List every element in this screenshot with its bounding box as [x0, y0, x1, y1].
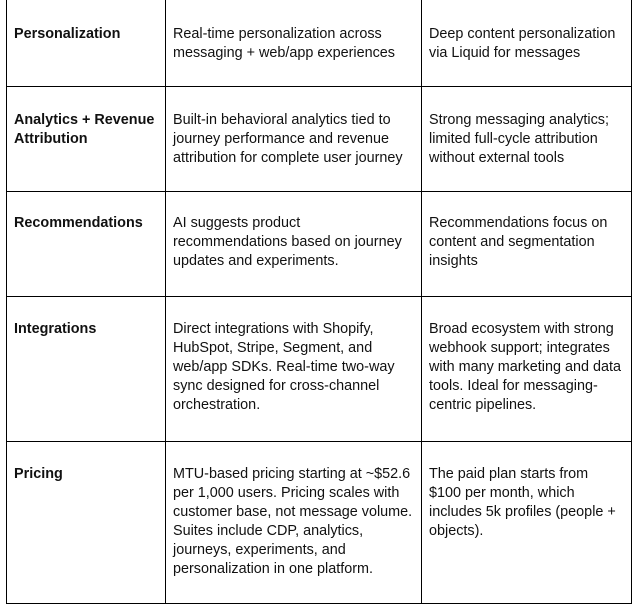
feature-cell	[7, 0, 166, 87]
feature-cell	[7, 297, 166, 442]
platform-a-cell	[166, 192, 422, 297]
platform-a-text: Real-time personalization across messaging + web/app experiences	[173, 26, 395, 61]
platform-b-text: Deep content personalization via Liquid for messages	[429, 26, 616, 61]
table-row-pricing	[7, 442, 632, 604]
platform-b-text: Broad ecosystem with strong webhook support; integrates with many marketing and data tools. Ideal for messaging-centric pipelines.	[429, 321, 621, 413]
platform-a-text: AI suggests product recommendations based on journey updates and experiments.	[173, 215, 402, 269]
platform-b-text: The paid plan starts from $100 per month, which includes 5k profiles (people + objects).	[429, 466, 616, 539]
platform-b-text: Strong messaging analytics; limited full-cycle attribution without external tools	[429, 112, 609, 166]
table-row-analytics	[7, 87, 632, 192]
platform-b-cell	[422, 0, 632, 87]
comparison-table-container	[6, 0, 632, 604]
platform-b-text: Recommendations focus on content and segmentation insights	[429, 215, 608, 269]
feature-label: Pricing	[14, 466, 63, 482]
platform-a-cell	[166, 0, 422, 87]
feature-label: Personalization	[14, 26, 121, 42]
feature-label: Analytics + Revenue Attribution	[14, 112, 155, 147]
platform-a-cell	[166, 442, 422, 604]
feature-cell	[7, 192, 166, 297]
feature-label: Recommendations	[14, 215, 143, 231]
platform-a-text: Direct integrations with Shopify, HubSpot, Stripe, Segment, and web/app SDKs. Real-time two-way sync designed for cross-channel orchestration.	[173, 321, 395, 413]
platform-b-cell	[422, 297, 632, 442]
platform-b-cell	[422, 87, 632, 192]
platform-b-cell	[422, 442, 632, 604]
feature-label: Integrations	[14, 321, 97, 337]
feature-cell	[7, 87, 166, 192]
feature-cell	[7, 442, 166, 604]
platform-a-text: MTU-based pricing starting at ~$52.6 per 1,000 users. Pricing scales with customer base, not message volume. Suites include CDP, analytics, journeys, experiments, and personalization in one platform.	[173, 466, 413, 577]
table-row-personalization	[7, 0, 632, 87]
table-row-integrations	[7, 297, 632, 442]
platform-b-cell	[422, 192, 632, 297]
table-row-recommendations	[7, 192, 632, 297]
platform-a-cell	[166, 297, 422, 442]
platform-a-cell	[166, 87, 422, 192]
platform-a-text: Built-in behavioral analytics tied to journey performance and revenue attribution for complete user journey	[173, 112, 403, 166]
comparison-table	[6, 0, 632, 604]
